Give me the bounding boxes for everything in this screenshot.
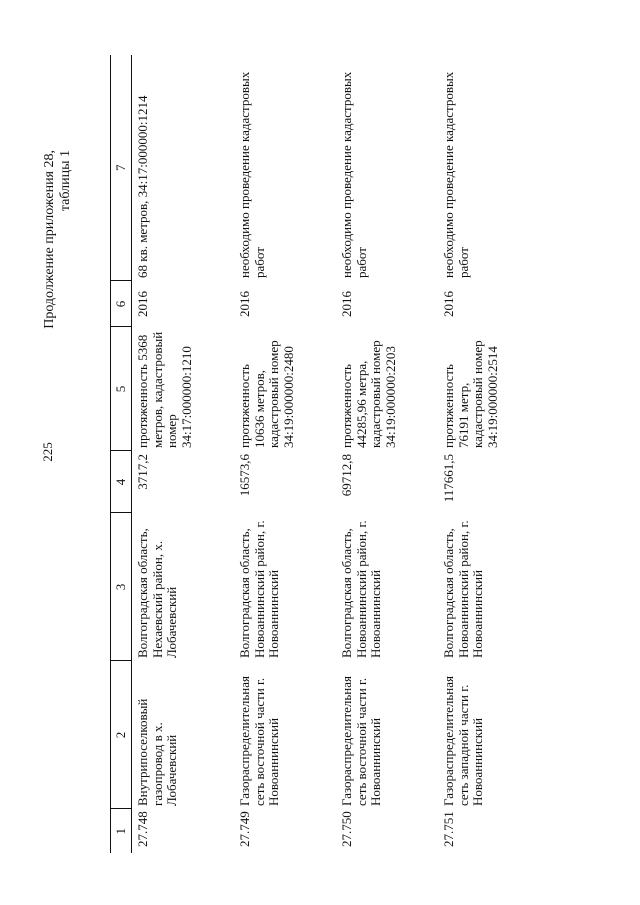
object-address: Волгоградская область, Новоаннинский район, г. Новоаннинский <box>237 520 281 658</box>
header-col-1: 1 <box>111 809 132 853</box>
object-land-info: необходимо проведение кадастровых работ <box>339 71 369 278</box>
continuation-line-1: Продолжение приложения 28, <box>42 150 57 329</box>
table-row <box>438 55 540 853</box>
row-number: 27.748 <box>135 811 150 847</box>
data-table <box>110 55 540 853</box>
object-characteristics: протяженность 76191 метр, кадастровый номер 34:19:000000:2514 <box>441 340 500 448</box>
header-col-6: 6 <box>111 281 132 327</box>
object-value: 69712,8 <box>339 454 354 497</box>
object-value: 117661,5 <box>441 454 456 503</box>
object-year: 2016 <box>135 291 150 317</box>
object-name: Внутрипоселковый газопровод в х. Лобачевский <box>135 698 179 806</box>
row-number: 27.750 <box>339 811 354 847</box>
object-address: Волгоградская область, Новоаннинский район, г. Новоаннинский <box>441 520 485 658</box>
header-col-3: 3 <box>111 513 132 661</box>
table-row <box>132 55 235 853</box>
object-name: Газораспределительная сеть восточной части г. Новоаннинский <box>339 675 383 806</box>
header-row <box>111 55 132 853</box>
object-value: 3717,2 <box>135 454 150 490</box>
object-characteristics: протяженность 10636 метров, кадастровый номер 34:19:000000:2480 <box>237 340 296 448</box>
object-year: 2016 <box>339 291 354 317</box>
row-number: 27.751 <box>441 811 456 847</box>
header-col-2: 2 <box>111 661 132 809</box>
object-value: 16573,6 <box>237 454 252 497</box>
table-row <box>234 55 336 853</box>
object-address: Волгоградская область, Нехаевский район, х. Лобачевский <box>135 528 179 658</box>
continuation-line-2: таблицы 1 <box>58 150 73 212</box>
table-row <box>336 55 438 853</box>
object-characteristics: протяженность 44285,96 метра, кадастровый номер 34:19:000000:2203 <box>339 340 398 448</box>
object-year: 2016 <box>237 291 252 317</box>
header-col-4: 4 <box>111 451 132 513</box>
object-name: Газораспределительная сеть восточной части г. Новоаннинский <box>237 675 281 806</box>
object-characteristics: протяженность 5368 метров, кадастровый номер 34:17:000000:1210 <box>135 331 194 448</box>
object-name: Газораспределительная сеть западной части г. Новоаннинский <box>441 675 485 806</box>
object-address: Волгоградская область, Новоаннинский район, г. Новоаннинский <box>339 520 383 658</box>
object-land-info: необходимо проведение кадастровых работ <box>441 71 471 278</box>
header-col-7: 7 <box>111 55 132 281</box>
row-number: 27.749 <box>237 811 252 847</box>
page-number: 225 <box>40 442 55 462</box>
continuation-header <box>42 150 74 329</box>
object-land-info: 68 кв. метров, 34:17:000000:1214 <box>135 95 150 278</box>
object-year: 2016 <box>441 291 456 317</box>
object-land-info: необходимо проведение кадастровых работ <box>237 71 267 278</box>
header-col-5: 5 <box>111 327 132 451</box>
